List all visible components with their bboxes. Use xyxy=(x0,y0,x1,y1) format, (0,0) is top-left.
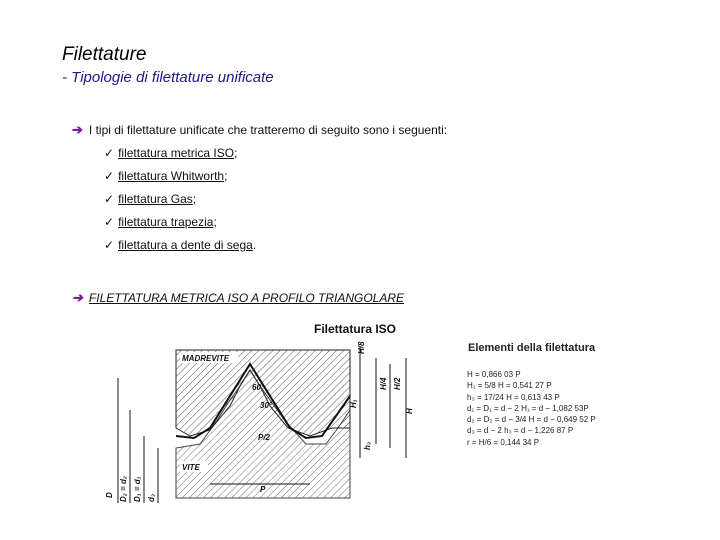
checkmark-icon: ✓ xyxy=(104,215,115,229)
formula-line: H = 0,866 03 P xyxy=(467,370,521,379)
section-link[interactable]: FILETTATURA METRICA ISO A PROFILO TRIANGOLARE xyxy=(88,291,405,305)
right-arrow-icon: ➔ xyxy=(72,122,83,137)
list-item: ✓ filettatura Gas ; xyxy=(104,192,197,206)
section-heading xyxy=(72,290,404,306)
d2-label: D₂ = d₂ xyxy=(119,476,128,502)
thread-type-list xyxy=(104,146,256,261)
d3-label: d₃ xyxy=(147,494,156,502)
list-item-link[interactable]: filettatura metrica ISO xyxy=(118,146,235,160)
formula-line: r = H/6 = 0,144 34 P xyxy=(467,437,540,447)
h1-label: H₁ xyxy=(349,399,358,408)
pitch-label: P xyxy=(260,485,266,494)
slide-title: Filettature xyxy=(62,44,147,65)
h3-label: h₃ xyxy=(363,442,372,450)
elements-title: Elementi della filettatura xyxy=(468,342,596,354)
formula-line: H₁ = 5/8 H = 0,541 27 P xyxy=(467,381,552,391)
list-item: ✓ filettatura Whitworth ; xyxy=(104,169,228,183)
list-item: ✓ filettatura a dente di sega . xyxy=(104,238,257,252)
right-arrow-icon: ➔ xyxy=(72,290,83,305)
p-half-label: P/2 xyxy=(258,433,271,442)
h8-label: H/8 xyxy=(357,341,366,354)
checkmark-icon: ✓ xyxy=(104,192,115,206)
list-item-link[interactable]: filettatura a dente di sega xyxy=(118,238,253,252)
formula-line: d₁ = D₁ = d − 2 H₁ = d − 1,082 53P xyxy=(467,403,589,413)
d1-label: D₁ = d₁ xyxy=(133,476,142,502)
intro-line xyxy=(72,122,447,138)
list-item: ✓ filettatura metrica ISO ; xyxy=(104,146,238,160)
checkmark-icon: ✓ xyxy=(104,238,115,252)
angle-30-label: 30° xyxy=(260,401,273,410)
d-label: D xyxy=(105,492,114,498)
formula-line: h₃ = 17/24 H = 0,613 43 P xyxy=(467,392,560,402)
formula-line: d₂ = D₂ = d − 3/4 H = d − 0,649 52 P xyxy=(467,415,596,425)
formula-list xyxy=(467,369,596,448)
list-item-link[interactable]: filettatura Gas xyxy=(118,192,193,206)
h2-label: H/2 xyxy=(393,377,402,390)
angle-60-label: 60° xyxy=(252,383,265,392)
formula-line: d₃ = d − 2 h₃ = d − 1,226 87 P xyxy=(467,426,574,436)
intro-text: I tipi di filettature unificate che tratteremo di seguito sono i seguenti: xyxy=(88,123,448,137)
list-item-link[interactable]: filettatura trapezia xyxy=(118,215,214,229)
slide-subtitle: - Tipologie di filettature unificate xyxy=(62,69,274,86)
figure-title: Filettatura ISO xyxy=(314,322,397,336)
madrevite-label: MADREVITE xyxy=(182,354,230,363)
list-item: ✓ filettatura trapezia ; xyxy=(104,215,217,229)
list-item-link[interactable]: filettatura Whitworth xyxy=(118,169,225,183)
h4-label: H/4 xyxy=(379,377,388,390)
h-label: H xyxy=(405,408,414,414)
checkmark-icon: ✓ xyxy=(104,169,115,183)
vite-label: VITE xyxy=(182,463,200,472)
checkmark-icon: ✓ xyxy=(104,146,115,160)
